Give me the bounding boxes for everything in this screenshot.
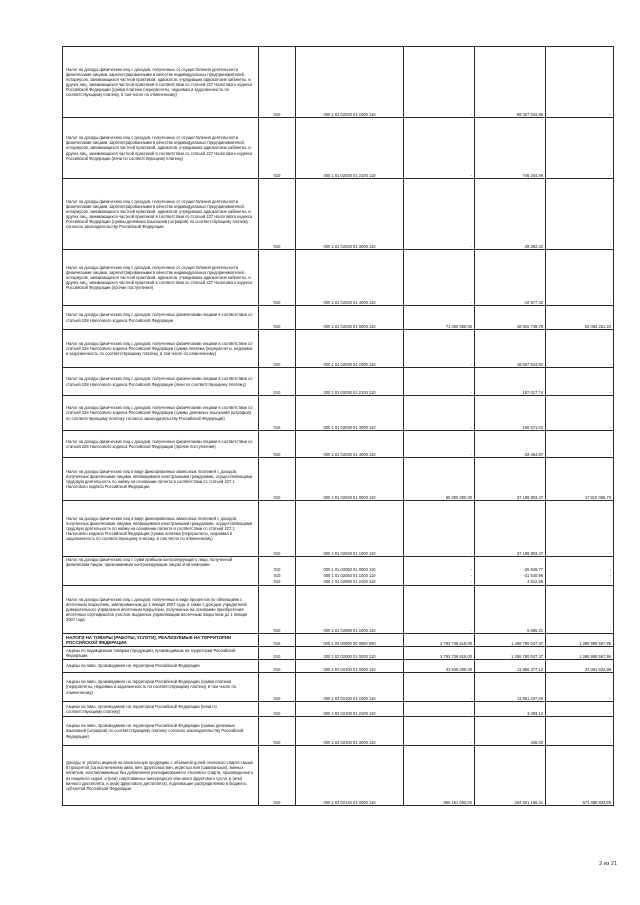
income-name: Налог на доходы физических лиц с доходов, полученных от осуществления деятельности физическими лицами, зарегистрированными в качестве индивидуальных предпринимателей, нотариусов, занимающихся частной практикой, адвокатов, учредивших адвокатские кабинеты, и других лиц, занимающихся частной практикой в соответствии со статьей 227 Налогового кодекса Российской Федерации (прочие поступления) <box>63 250 259 306</box>
income-name: Акцизы на пиво, производимое на территории Российской Федерации (сумма платежа (перерасчеты, недоимка и задолженность по соответствующему платежу, в том числе по отмененному) <box>63 673 259 702</box>
income-name: Акцизы по подакцизным товарам (продукции), производимым на территории Российской Федерации <box>63 647 259 660</box>
budget-code-entry: 000 1 01 02050 01 2100 110 <box>323 579 376 584</box>
line-code: 010 <box>259 647 296 660</box>
table-row <box>63 330 614 368</box>
executed-amount: -10 677,32 <box>475 250 546 306</box>
unexecuted-amount: - <box>546 330 614 368</box>
executed-amount: 11 851 437,69 <box>475 673 546 702</box>
table-row <box>63 431 614 458</box>
table-row <box>63 634 614 647</box>
executed-amount: 446,00 <box>475 717 546 746</box>
line-code: 010 <box>259 634 296 647</box>
approved-amount: - <box>404 330 475 368</box>
unexecuted-amount: 1 386 958 567,96 <box>546 647 614 660</box>
unexecuted-amount: - <box>546 47 614 118</box>
approved-amount: - <box>404 673 475 702</box>
line-code: 010 <box>259 250 296 306</box>
line-code: 010 <box>259 368 296 396</box>
approved-amount: 33 936 000,00 <box>404 660 475 673</box>
income-name: Акцизы на пиво, производимое на территории Российской Федерации (пени по соответствующему платежу) <box>63 702 259 717</box>
approved-amount: 2 793 738 615,00 <box>404 647 475 660</box>
budget-code: 000 1 01 02030 01 2100 110 <box>296 368 404 396</box>
line-code: 010 <box>259 431 296 458</box>
line-code: 010 <box>259 660 296 673</box>
unexecuted-amount: - <box>546 702 614 717</box>
executed-amount: 11 855 377,12 <box>475 660 546 673</box>
table-row <box>63 673 614 702</box>
executed-amount: -33 464,87 <box>475 431 546 458</box>
approved-amount: - <box>404 431 475 458</box>
income-name: Акцизы на пиво, производимое на территории Российской Федерации <box>63 660 259 673</box>
approved-amount: 71 000 000,00 <box>404 306 475 330</box>
line-code: 010 <box>259 47 296 118</box>
income-name: Налог на доходы физических лиц с доходов, полученных от осуществления деятельности физическими лицами, зарегистрированными в качестве индивидуальных предпринимателей, нотариусов, занимающихся частной практикой, адвокатов, учредивших адвокатские кабинеты, и других лиц, занимающихся частной практикой в соответствии со статьей 227 Налогового кодекса Российской Федерации (пени по соответствующему платежу) <box>63 118 259 179</box>
executed-amount: 18 916 748,78 <box>475 306 546 330</box>
unexecuted-amount: - <box>546 431 614 458</box>
income-name: Доходы от уплаты акцизов на алкогольную продукцию с объемной долей этилового спирта свыше 9 процентов (за исключением пива, вин, фруктовых вин, игристых вин (шампанских), винных напитков, изготавливаемых без добавления ректификованного этилового спирта, произведенного из пищевого сырья, и (или) спиртованных виноградного или иного фруктового сусла, и (или) винного дистиллята, и (или) фруктового дистиллята), подлежащие распределению в бюджеты субъектов Российской Федерации <box>63 746 259 806</box>
unexecuted-amount: - <box>546 396 614 431</box>
unexecuted-amount: 17 810 096,73 <box>546 458 614 501</box>
budget-code: 000 1 03 02000 01 0000 110 <box>296 647 404 660</box>
budget-code: 000 1 03 02100 01 1000 110 <box>296 673 404 702</box>
table-row <box>63 118 614 179</box>
unexecuted-amount: 571 489 833,69 <box>546 746 614 806</box>
approved-entry: - <box>470 567 472 572</box>
table-row <box>63 458 614 501</box>
income-name: Налог на доходы физических лиц с доходов, полученных физическими лицами в соответствии со статьей 228 Налогового кодекса Российской Федерации (суммы денежных взысканий (штрафов) по соответствующему платежу согласно законодательству Российской Федерации) <box>63 396 259 431</box>
income-name: Акцизы на пиво, производимое на территории Российской Федерации (суммы денежных взысканий (штрафов) по соответствующему платежу согласно законодательству Российской Федерации) <box>63 717 259 746</box>
unexecuted-amount: 22 081 622,88 <box>546 660 614 673</box>
income-name: Налог на доходы физических лиц с доходов, полученных физическими лицами в соответствии со статьей 228 Налогового кодекса Российской Федерации (пени по соответствующему платежу) <box>63 368 259 396</box>
table-row <box>63 396 614 431</box>
line-code: 010 <box>259 396 296 431</box>
executed-amount: 105 671,02 <box>475 396 546 431</box>
approved-amount: 55 000 000,00 <box>404 458 475 501</box>
income-name: Налог на доходы физических лиц с доходов, полученных физическими лицами в соответствии со статьей 228 Налогового кодекса Российской Федерации (сумма платежа (перерасчеты, недоимка и задолженность по соответствующему платежу, в том числе по отмененному) <box>63 330 259 368</box>
executed-amount: 1 406 780 047,37 <box>475 634 546 647</box>
line-code: 010 <box>259 118 296 179</box>
unexecuted-entry: - <box>609 579 611 584</box>
budget-code: 000 1 01 02040 01 1000 110 <box>296 501 404 557</box>
line-code: 010 <box>259 458 296 501</box>
unexecuted-entry: - <box>609 567 611 572</box>
executed-amount: 1 406 780 047,37 <box>475 647 546 660</box>
line-code <box>259 557 296 586</box>
budget-code: 000 1 03 02140 01 0000 110 <box>296 746 404 806</box>
approved-amount: - <box>404 368 475 396</box>
budget-code: 000 1 01 02020 01 2100 110 <box>296 118 404 179</box>
line-code: 010 <box>259 717 296 746</box>
unexecuted-amount: - <box>546 717 614 746</box>
executed-entry: -31 540,96 <box>523 573 543 578</box>
table-row <box>63 746 614 806</box>
approved-amount: - <box>404 717 475 746</box>
line-code-entry: 010 <box>273 567 281 572</box>
approved-amount: 2 793 738 615,00 <box>404 634 475 647</box>
unexecuted-amount: - <box>546 179 614 250</box>
line-code: 010 <box>259 746 296 806</box>
table-row <box>63 702 614 717</box>
income-name: Налог на доходы физических лиц с доходов, полученных в виде процентов по облигациям с ипотечным покрытием, эмитированным до 1 января 2007 года, а также с доходов учредителей доверительного управления ипотечным покрытием, полученных на основании приобретения ипотечных сертификатов участия, выданных управляющим ипотечным покрытием до 1 января 2007 года <box>63 586 259 634</box>
executed-amount: 746 204,99 <box>475 118 546 179</box>
unexecuted-amount: - <box>546 586 614 634</box>
unexecuted-amount: - <box>546 368 614 396</box>
line-code: 010 <box>259 330 296 368</box>
approved-amount <box>404 557 475 586</box>
approved-amount: - <box>404 179 475 250</box>
table-row <box>63 660 614 673</box>
line-code: 010 <box>259 586 296 634</box>
line-code: 010 <box>259 501 296 557</box>
budget-code: 000 1 01 02080 01 1000 110 <box>296 586 404 634</box>
approved-amount: 856 151 000,00 <box>404 746 475 806</box>
approved-entry: - <box>470 573 472 578</box>
income-name: Налог на доходы физических лиц с сумм прибыли контролирующего лица, полученной физическим лицом, признаваемым контролирующим лицом этой компании <box>63 557 259 586</box>
income-name: Налог на доходы физических лиц с доходов, полученных физическими лицами в соответствии со статьей 228 Налогового кодекса Российской Федерации <box>63 306 259 330</box>
table-row <box>63 179 614 250</box>
approved-amount: - <box>404 702 475 717</box>
income-name: НАЛОГИ НА ТОВАРЫ (РАБОТЫ, УСЛУГИ), РЕАЛИЗУЕМЫЕ НА ТЕРРИТОРИИ РОССИЙСКОЙ ФЕДЕРАЦИИ <box>63 634 259 647</box>
budget-code-entry: 000 1 01 02050 01 1000 110 <box>323 573 376 578</box>
executed-amount: 29 392,22 <box>475 179 546 250</box>
approved-entry: - <box>470 579 472 584</box>
executed-amount: 89 327 034,86 <box>475 47 546 118</box>
line-code: 010 <box>259 306 296 330</box>
table-row <box>63 717 614 746</box>
budget-code: 000 1 03 00000 00 0000 000 <box>296 634 404 647</box>
approved-amount: - <box>404 396 475 431</box>
income-name: Налог на доходы физических лиц в виде фиксированных авансовых платежей с доходов, полученных физическими лицами, являющимися иностранными гражданами, осуществляющими трудовую деятельность по найму на основании патента в соответствии со статьей 227.1 Налогового кодекса Российской Федерации <box>63 458 259 501</box>
budget-code: 000 1 01 02020 01 3000 110 <box>296 179 404 250</box>
unexecuted-amount: - <box>546 250 614 306</box>
budget-code: 000 1 01 02040 01 0000 110 <box>296 458 404 501</box>
table-row <box>63 306 614 330</box>
executed-amount: 37 189 903,27 <box>475 501 546 557</box>
table-row <box>63 250 614 306</box>
executed-entry: -26 849,77 <box>523 567 543 572</box>
unexecuted-amount: 1 386 958 567,96 <box>546 634 614 647</box>
unexecuted-amount: - <box>546 673 614 702</box>
budget-code: 000 1 01 02030 01 0000 110 <box>296 306 404 330</box>
page-number: 2 из 21 <box>599 861 617 867</box>
table-row <box>63 647 614 660</box>
unexecuted-entry: - <box>609 573 611 578</box>
income-name: Налог на доходы физических лиц с доходов, полученных от осуществления деятельности физическими лицами, зарегистрированными в качестве индивидуальных предпринимателей, нотариусов, занимающихся частной практикой, адвокатов, учредивших адвокатские кабинеты, и других лиц, занимающихся частной практикой в соответствии со статьей 227 Налогового кодекса Российской Федерации (суммы денежных взысканий (штрафов) по соответствующему платежу согласно законодательству Российской Федерации <box>63 179 259 250</box>
approved-amount: - <box>404 250 475 306</box>
approved-amount: - <box>404 118 475 179</box>
budget-code: 000 1 01 02030 01 3000 110 <box>296 396 404 431</box>
budget-code: 000 1 03 02100 01 0000 110 <box>296 660 404 673</box>
table-row <box>63 586 614 634</box>
income-name: Налог на доходы физических лиц с доходов, полученных физическими лицами в соответствии со статьей 228 Налогового кодекса Российской Федерации (прочие поступления) <box>63 431 259 458</box>
line-code-entry: 010 <box>273 573 281 578</box>
budget-code: 000 1 01 02020 01 1000 110 <box>296 47 404 118</box>
executed-amount: 284 661 166,31 <box>475 746 546 806</box>
budget-income-table <box>62 46 614 806</box>
budget-code: 000 1 03 02100 01 3000 110 <box>296 717 404 746</box>
budget-code-entry: 000 1 01 02050 01 0000 110 <box>323 567 376 572</box>
budget-code: 000 1 01 02030 01 1000 110 <box>296 330 404 368</box>
executed-amount: 37 189 903,27 <box>475 458 546 501</box>
income-name: Налог на доходы физических лиц с доходов, полученных от осуществления деятельности физическими лицами, зарегистрированными в качестве индивидуальных предпринимателей, нотариусов, занимающихся частной практикой, адвокатов, учредивших адвокатские кабинеты, и других лиц, занимающихся частной практикой в соответствии со статьей 227 Налогового кодекса Российской Федерации (сумма платежа (перерасчеты, недоимка и задолженность по соответствующему платежу, в том числе по отмененному) <box>63 47 259 118</box>
approved-amount: - <box>404 586 475 634</box>
budget-code: 000 1 01 02030 01 4000 110 <box>296 431 404 458</box>
table-row <box>63 47 614 118</box>
line-code: 010 <box>259 179 296 250</box>
line-code: 010 <box>259 673 296 702</box>
budget-code: 000 1 01 02020 01 4000 110 <box>296 250 404 306</box>
unexecuted-amount <box>546 557 614 586</box>
budget-code: 000 1 03 02100 01 2100 110 <box>296 702 404 717</box>
executed-amount: 3 493,12 <box>475 702 546 717</box>
line-code-entry: 010 <box>273 579 281 584</box>
unexecuted-amount: - <box>546 118 614 179</box>
executed-entry: 4 812,55 <box>527 579 543 584</box>
budget-code <box>296 557 404 586</box>
unexecuted-amount: - <box>546 501 614 557</box>
executed-amount: 187 017,74 <box>475 368 546 396</box>
table-row <box>63 557 614 586</box>
line-code: 010 <box>259 702 296 717</box>
unexecuted-amount: 52 083 251,22 <box>546 306 614 330</box>
table-row <box>63 368 614 396</box>
income-name: Налог на доходы физических лиц в виде фиксированных авансовых платежей с доходов, полученных физическими лицами, являющимися иностранными гражданами, осуществляющими трудовую деятельность по найму на основании патента в соответствии со статьей 227.1 Налогового кодекса Российской Федерации (сумма платежа (перерасчеты, недоимка и задолженность по соответствующему платежу, в том числе по отмененному) <box>63 501 259 557</box>
executed-amount: 18 657 524,84 <box>475 330 546 368</box>
table-row <box>63 501 614 557</box>
approved-amount: - <box>404 501 475 557</box>
approved-amount: - <box>404 47 475 118</box>
executed-amount <box>475 557 546 586</box>
executed-amount: 5 665,21 <box>475 586 546 634</box>
